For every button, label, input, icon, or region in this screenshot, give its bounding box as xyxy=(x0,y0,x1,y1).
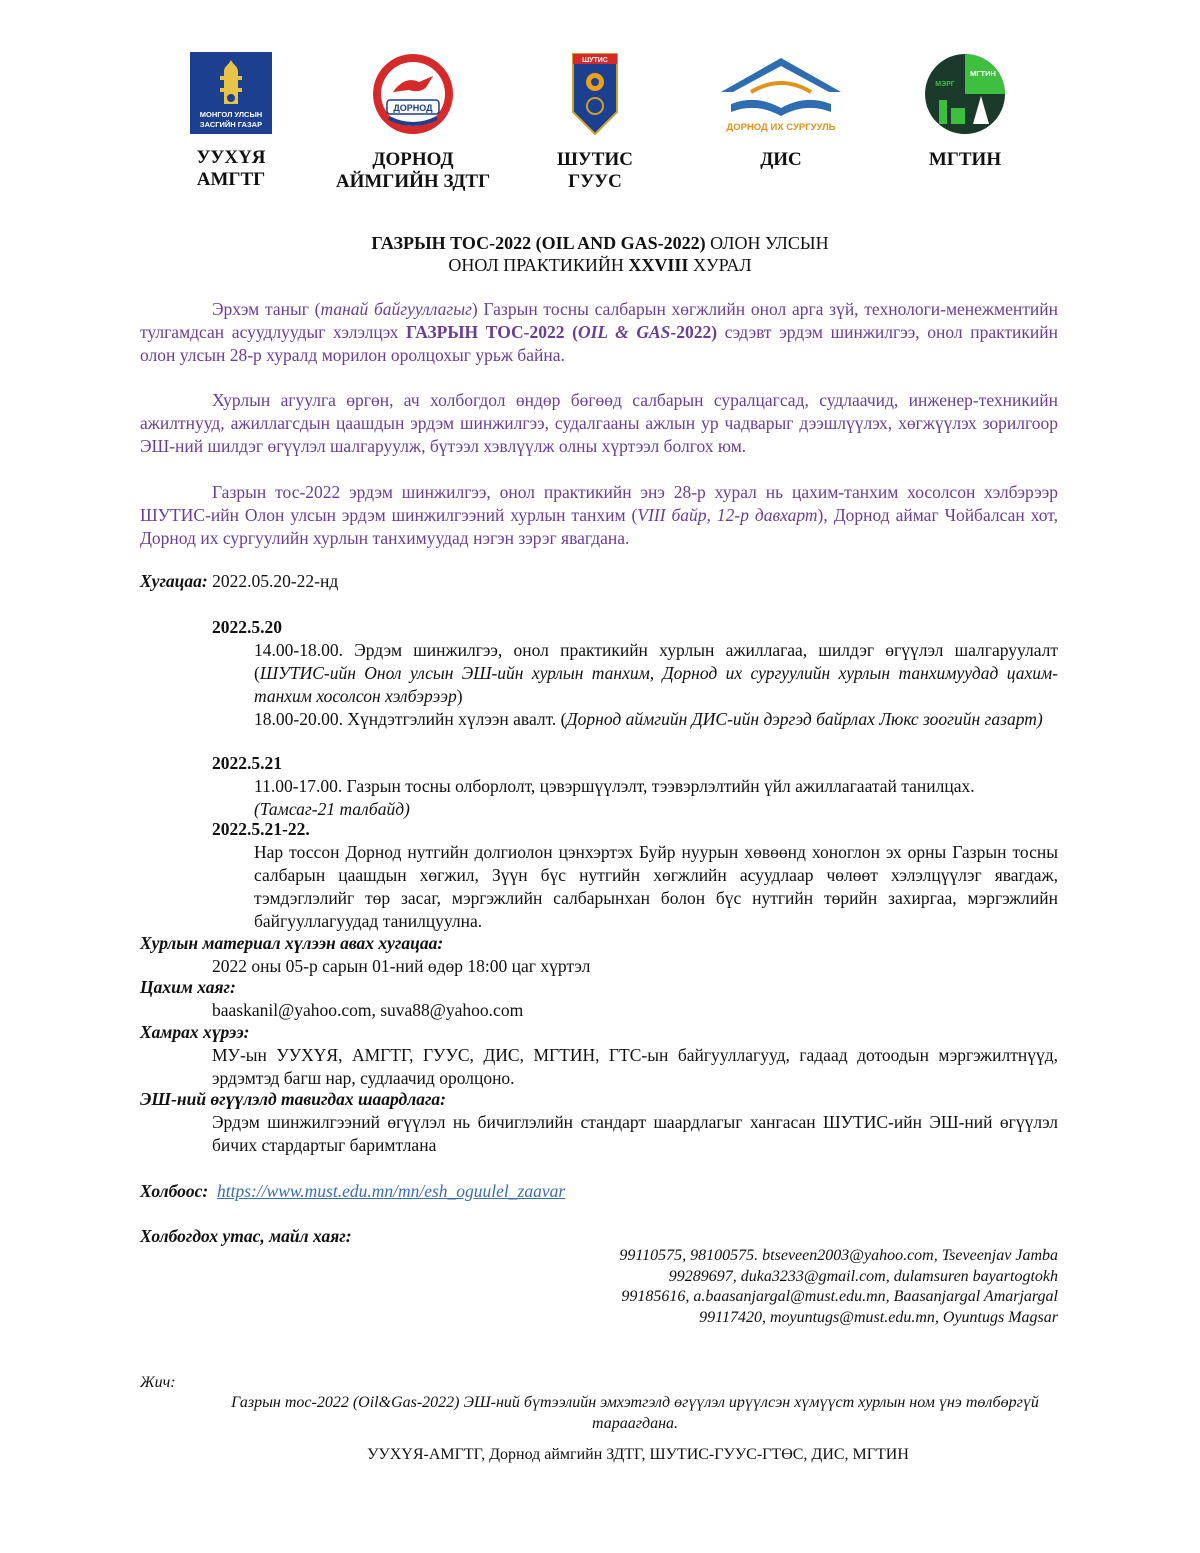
scope-label: Хамрах хүрээ: xyxy=(140,1022,250,1042)
logo-row xyxy=(0,52,1200,192)
mongolia-government-emblem xyxy=(190,52,272,134)
logo-caption-line: АЙМГИЙН ЗДТГ xyxy=(335,171,491,192)
logo-inner-text: ДОРНОД ИХ СУРГУУЛЬ xyxy=(726,122,836,133)
logo-caption-line: АМГТГ xyxy=(196,169,266,190)
logo-caption xyxy=(920,149,1010,171)
text-run: VIII байр, 12-р давхарт xyxy=(637,505,818,525)
dornod-aimag-emblem xyxy=(371,52,455,136)
logo-dis xyxy=(706,52,856,171)
text-run: OIL & GAS xyxy=(577,322,671,342)
text-run: 14.00-18.00. Эрдэм шинжилгээ, онол практикийн хурлын ажиллагаа, шилдэг өгүүлэл шалгаруулалт ( xyxy=(254,640,1058,683)
link-row xyxy=(140,1180,565,1203)
contacts-list xyxy=(400,1246,1058,1328)
deadline-value: 2022 оны 05-р сарын 01-ний өдөр 18:00 цаг хүртэл xyxy=(212,956,591,976)
text-run: ) xyxy=(456,686,463,706)
requirements-label: ЭШ-ний өгүүлэлд тавигдах шаардлага: xyxy=(140,1089,447,1109)
logo-inner-text: ШУТИС xyxy=(582,57,608,64)
contact-line[interactable]: 99110575, 98100575. btseveen2003@yahoo.com, Tseveenjav Jamba xyxy=(619,1247,1058,1264)
title-bold: ГАЗРЫН ТОС-2022 (OIL AND GAS-2022) xyxy=(371,233,706,253)
purpose-paragraph: Хурлын агуулга өргөн, ач холбогдол өндөр бөгөөд салбарын суралцагсад, судлаачид, инженер-техникийн ажилтнууд, ажиллагсдын цаашдын эрдэм шинжилгээ, судалгааны ажлын ур чадварыг дээшлүүлэх, хөгжүүлэх зорилгоор ЭШ-ний шилдэг өгүүлэл шалгаруулж, бүтээл хэвлүүлж олны хүртээл болгох юм. xyxy=(140,390,1058,456)
logo-caption-line: ДОРНОД xyxy=(372,149,454,170)
note-text: Газрын тос-2022 (Oil&Gas-2022) ЭШ-ний бүтээлийн эмхэтгэлд өгүүлэл ирүүлсэн хүмүүст хурлын ном үнэ төлбөргүй тараагдана. xyxy=(231,1394,1039,1432)
text-run: Дорнод аймгийн ДИС-ийн дэргэд байрлах Люкс зоогийн газарт) xyxy=(566,709,1043,729)
text-run: танай байгууллагыг xyxy=(320,299,472,319)
text-run: сэдэвт эрдэм шинжилгээ, онол практикийн олон улсын 28-р хуралд морилон оролцохыг урьж байна. xyxy=(140,322,1059,365)
logo-dornod-aimag xyxy=(333,52,493,193)
note-label: Жич: xyxy=(140,1374,176,1391)
logo-caption-line: МГТИН xyxy=(928,149,1002,170)
contact-line[interactable]: 99117420, moyuntugs@must.edu.mn, Oyuntugs Magsar xyxy=(699,1308,1058,1326)
contact-line[interactable]: 99185616, a.baasanjargal@must.edu.mn, Baasanjargal Amarjargal xyxy=(621,1288,1058,1305)
logo-caption xyxy=(545,149,645,193)
text-run: 18.00-20.00. Хүндэтгэлийн хүлээн авалт. ( xyxy=(254,709,567,729)
title-roman-numeral: XXVIII xyxy=(628,255,689,275)
logo-inner-text: МОНГОЛ УЛСЫН xyxy=(199,110,263,119)
contact-line[interactable]: 99289697, duka3233@gmail.com, dulamsuren bayartogtokh xyxy=(668,1267,1058,1285)
logo-uukhuya xyxy=(190,52,272,191)
title-line-2 xyxy=(0,254,1200,276)
title-rest: ОЛОН УЛСЫН xyxy=(705,233,829,253)
logo-caption-line: ДИС xyxy=(760,149,802,170)
schedule-date: 2022.5.21 xyxy=(212,753,282,773)
venue-paragraph xyxy=(140,481,1058,550)
schedule-item xyxy=(254,775,1058,821)
logo-caption xyxy=(706,149,856,171)
invitation-paragraph xyxy=(140,298,1058,367)
duration-value: 2022.05.20-22-нд xyxy=(207,571,339,591)
duration-label: Хугацаа: xyxy=(140,571,208,591)
mgtin-emblem xyxy=(923,52,1007,136)
logo-caption xyxy=(190,147,272,191)
schedule-item: Нар тоссон Дорнод нутгийн долгиолон цэнхэртэх Буйр нуурын хөвөөнд хоноглон эх орны Газрын тосны салбарын цаашдын хөгжил, Зүүн бүс нутгийн хөгжлийн асуудлаар чөлөөт хэлэлцүүлэг явагдаж, тэмдэглэлийг төр засаг, мэргэжлийн салбарынхан болон бүс нутгийн төрийн захиргаа, мэргэжлийн байгууллагуудад танилцуулна. xyxy=(254,842,1058,931)
dornod-university-emblem xyxy=(711,52,851,136)
scope-value: МУ-ын УУХҮЯ, АМГТГ, ГУУС, ДИС, МГТИН, ГТС-ын байгууллагууд, гадаад дотоодын мэргэжилтнүүд, эрдэмтэд багш нар, судлаачид оролцоно. xyxy=(212,1045,1058,1088)
text-run: ) Газрын тосны салбарын хөгжлийн онол арга зүй, технологи-менежментийн тулгамдсан асуудлуудыг хэлэлцэх xyxy=(140,299,1058,342)
document-title xyxy=(0,232,1200,276)
text-run: Газрын тос-2022 эрдэм шинжилгээ, онол практикийн энэ 28-р хурал нь цахим-танхим хосолсон хэлбэрээр ШУТИС-ийн Олон улсын эрдэм шинжилгээний хурлын танхим ( xyxy=(140,482,1058,525)
shutis-emblem xyxy=(571,52,619,136)
schedule-item xyxy=(254,708,1058,731)
logo-caption-line: ГУУС xyxy=(568,171,622,192)
footer-organizers: УУХҮЯ-АМГТГ, Дорнод аймгийн ЗДТГ, ШУТИС-ГУУС-ГТӨС, ДИС, МГТИН xyxy=(367,1446,909,1463)
text-run: 11.00-17.00. Газрын тосны олборлолт, цэвэршүүлэлт, тээвэрлэлтийн үйл ажиллагаатай танилцах. xyxy=(254,776,975,796)
schedule-date: 2022.5.20 xyxy=(212,617,282,637)
email-label: Цахим хаяг: xyxy=(140,977,236,997)
logo-inner-text: МЭРГ xyxy=(935,81,955,88)
title-line-1 xyxy=(0,232,1200,254)
title-part: ХУРАЛ xyxy=(688,255,752,275)
requirements-value: Эрдэм шинжилгээний өгүүлэл нь бичиглэлийн стандарт шаардлагыг хангасан ШУТИС-ийн ЭШ-ний өгүүлэл бичих стардартыг баримтлана xyxy=(212,1112,1058,1155)
logo-inner-text: ДОРНОД xyxy=(393,103,433,113)
duration xyxy=(140,570,338,593)
logo-caption-line: ШУТИС xyxy=(557,149,633,170)
schedule-item xyxy=(254,639,1058,708)
text-run: ГАЗРЫН ТОС-2022 ( xyxy=(405,322,578,342)
text-run: ), Дорнод аймаг Чойбалсан хот, Дорнод их сургуулийн хурлын танхимуудад нэгэн зэрэг явагдана. xyxy=(140,505,1058,548)
logo-caption xyxy=(333,149,493,193)
logo-inner-text: МГТИН xyxy=(970,69,996,78)
text-run: ШУТИС-ийн Онол улсын ЭШ-ийн хурлын танхим, Дорнод их сургуулийн хурлын танхимуудад цахим-танхим хосолсон хэлбэрээр xyxy=(254,663,1058,706)
logo-caption-line: УУХҮЯ xyxy=(196,147,266,168)
text-run: (Тамсаг-21 талбайд) xyxy=(254,799,410,819)
schedule-date: 2022.5.21-22. xyxy=(212,819,310,839)
logo-inner-text: ЗАСГИЙН ГАЗАР xyxy=(199,120,263,129)
email-value[interactable]: baaskanil@yahoo.com, suva88@yahoo.com xyxy=(212,1000,524,1020)
title-part: ОНОЛ ПРАКТИКИЙН xyxy=(448,255,629,275)
text-run: Эрхэм таныг ( xyxy=(212,299,321,319)
logo-mgtin xyxy=(920,52,1010,171)
link-label: Холбоос: xyxy=(140,1181,209,1201)
instructions-link[interactable]: https://www.must.edu.mn/mn/esh_oguulel_zaavar xyxy=(216,1181,566,1201)
deadline-label: Хурлын материал хүлээн авах хугацаа: xyxy=(140,933,444,953)
text-run: -2022) xyxy=(670,322,718,342)
contacts-label: Холбогдох утас, майл хаяг: xyxy=(140,1226,352,1246)
logo-shutis xyxy=(545,52,645,193)
